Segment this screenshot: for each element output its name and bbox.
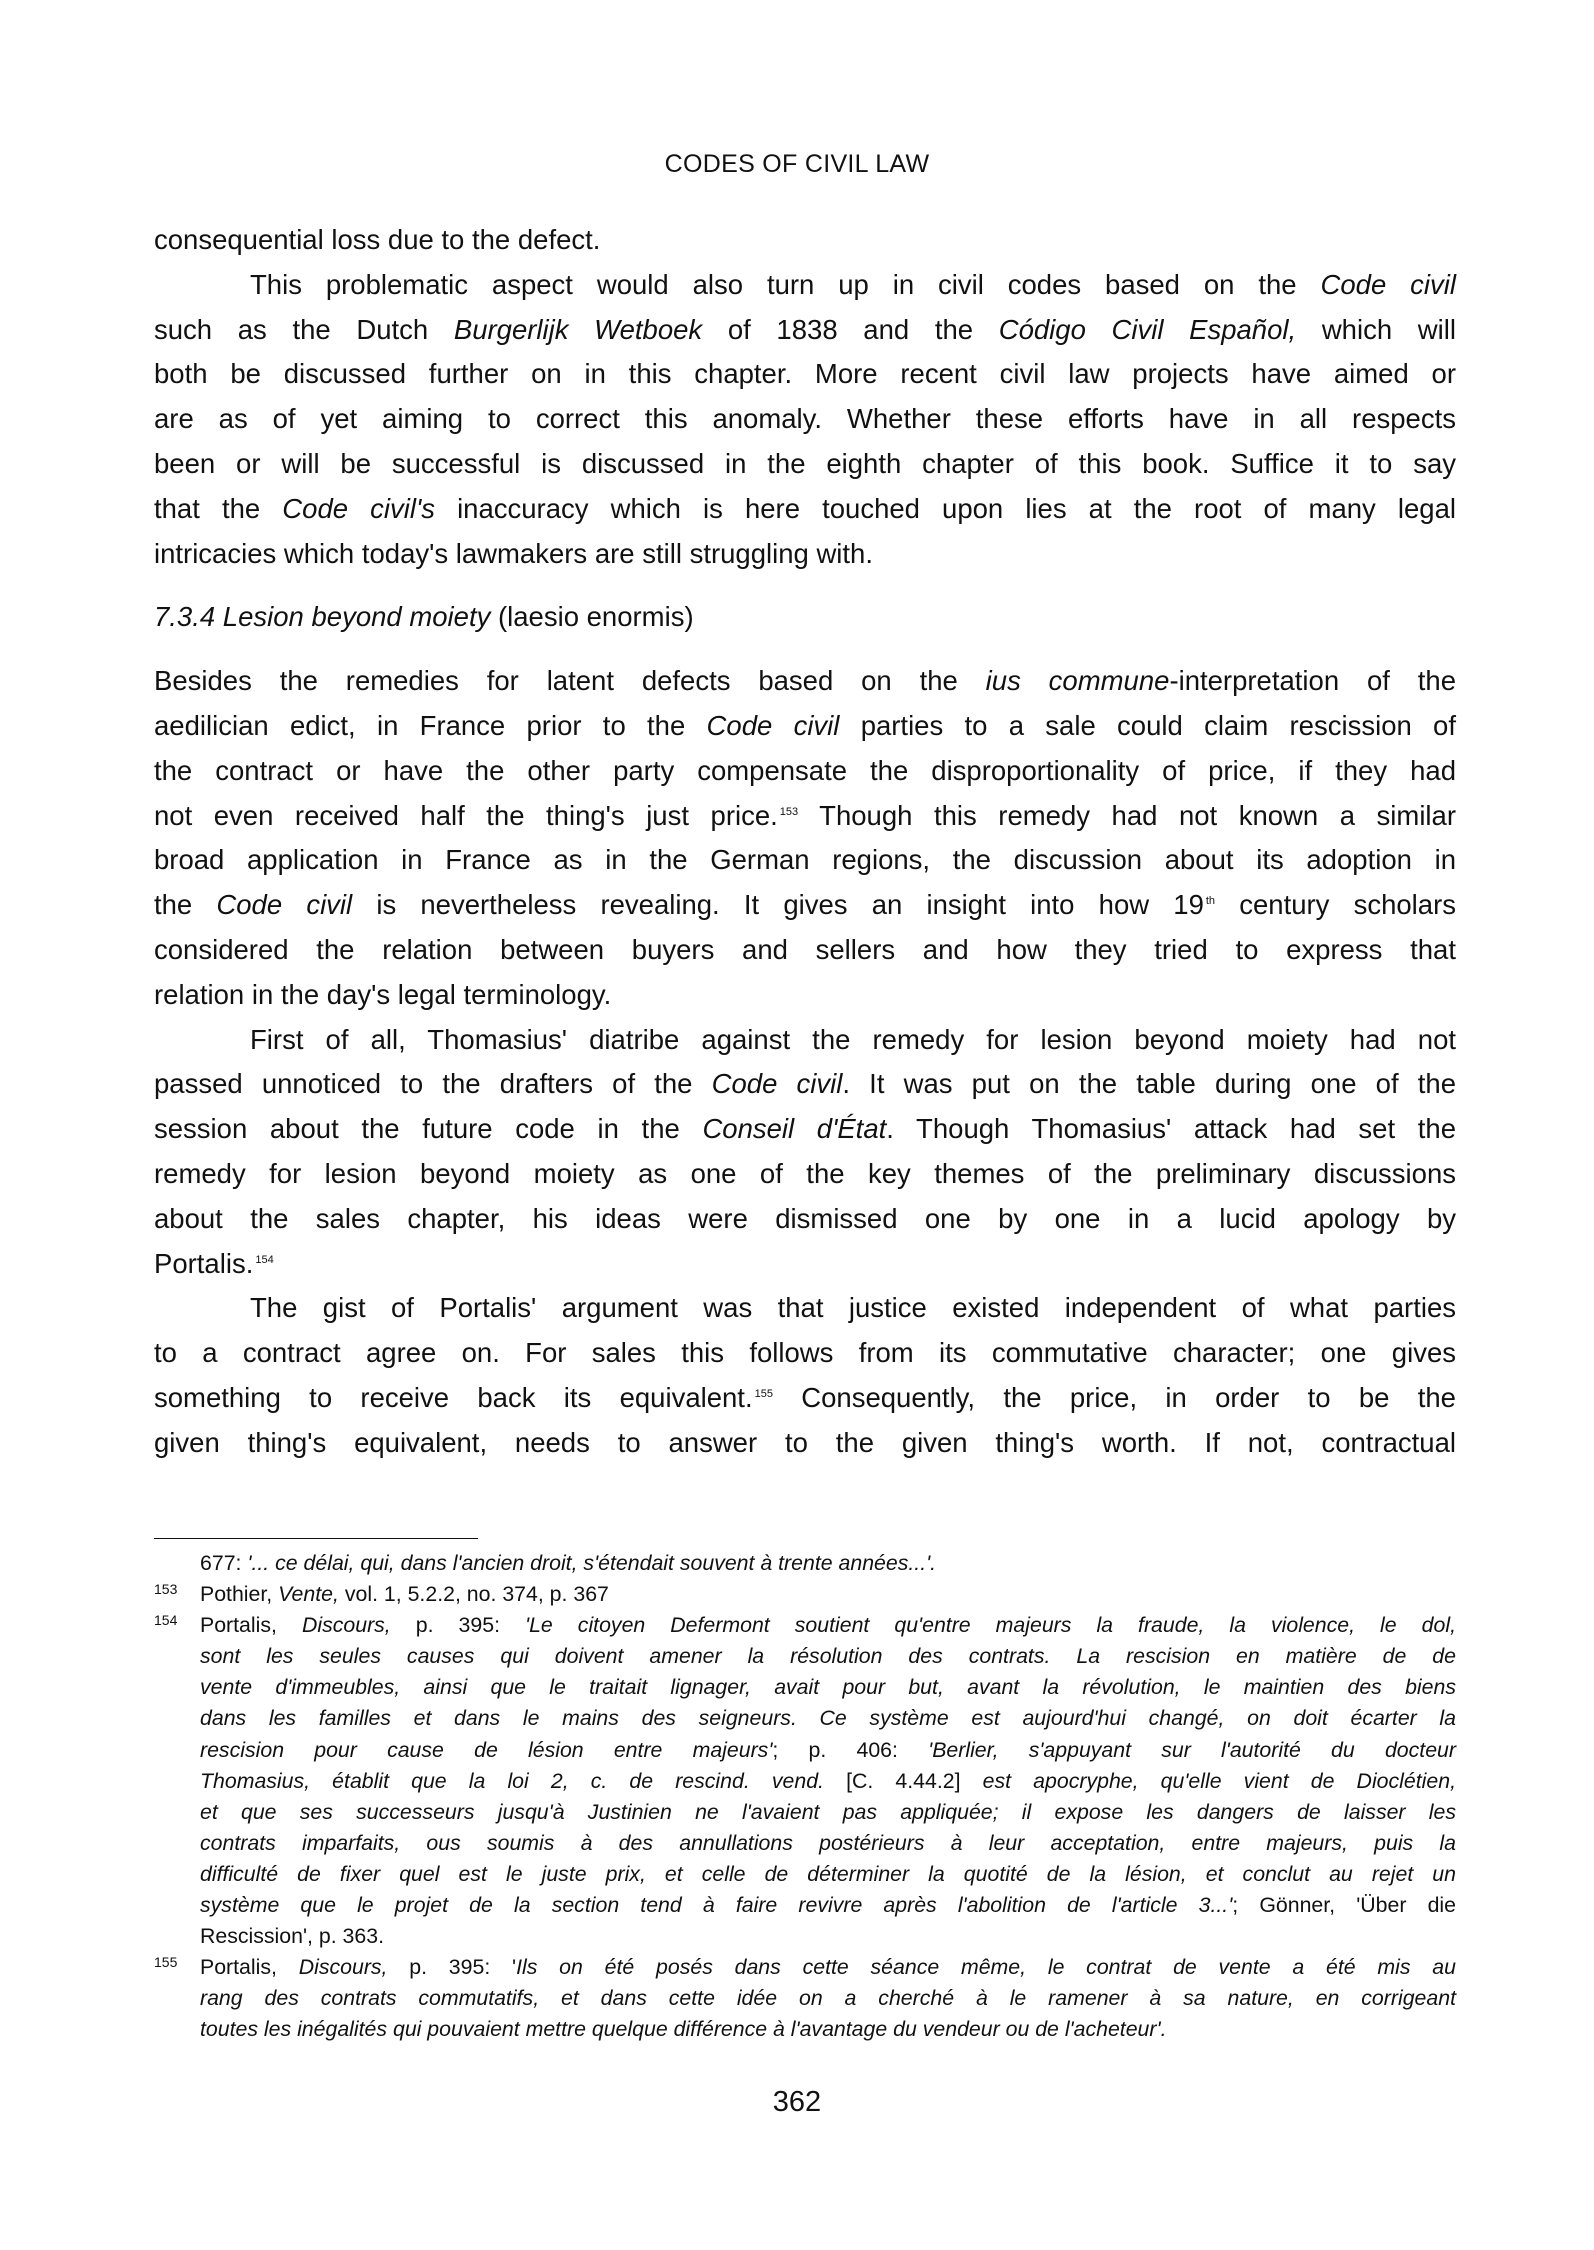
footnote-line — [200, 1921, 1456, 1952]
text-line — [154, 1018, 1456, 1063]
text-run: passed unnoticed to the drafters of the — [154, 1068, 712, 1100]
italic-text: ius commune — [985, 665, 1170, 697]
italic-text: '... ce délai, qui, dans l'ancien droit, s'étendait souvent à trente années...'. — [247, 1551, 937, 1575]
text-line — [154, 794, 1456, 839]
text-run: not even received half the thing's just price. — [154, 799, 778, 831]
footnote-line — [200, 1735, 1456, 1766]
italic-text: 'Berlier, s'appuyant sur l'autorité du docteur — [928, 1737, 1456, 1762]
text-run: 677: — [200, 1551, 248, 1575]
footnote-line — [200, 1703, 1456, 1734]
text-run: given thing's equivalent, needs to answer to the given thing's worth. If not, contractual — [154, 1426, 1456, 1458]
footnote-line — [200, 2014, 1456, 2045]
footnote-reference: 154 — [255, 1253, 274, 1266]
footnote-line — [200, 1766, 1456, 1797]
text-run: -interpretation of the — [1169, 665, 1456, 697]
footnote-line — [200, 1579, 1456, 1610]
text-run: consequential loss due to the defect. — [154, 224, 601, 255]
text-run: parties to a sale could claim rescission of — [839, 709, 1456, 741]
text-line — [154, 1242, 1456, 1287]
italic-text: Thomasius, établit que la loi 2, c. de rescind. vend. — [200, 1768, 824, 1793]
italic-text: système que le projet de la section tend à faire revivre après l'abolition de l'article 3...' — [200, 1893, 1233, 1918]
footnote-reference: th — [1205, 895, 1216, 908]
footnote-number: 155 — [154, 1954, 178, 1971]
section-heading — [154, 595, 1456, 640]
text-run: the — [154, 889, 217, 921]
italic-text: difficulté de fixer quel est le juste prix, et celle de déterminer la quotité de la lésion, et conclut au rejet un — [200, 1861, 1456, 1886]
text-run: Besides the remedies for latent defects based on the — [154, 665, 986, 697]
italic-text: contrats imparfaits, ous soumis à des annullations postérieurs à leur acceptation, entre majeurs, puis la — [200, 1830, 1456, 1855]
footnote-line — [200, 1548, 1456, 1579]
footnote-line — [200, 1859, 1456, 1890]
text-line — [154, 1286, 1456, 1331]
text-run: something to receive back its equivalent. — [154, 1381, 753, 1413]
footnote-line — [200, 1641, 1456, 1672]
footnote — [154, 1579, 1456, 1610]
footnote-line — [200, 1890, 1456, 1921]
text-line — [154, 308, 1456, 353]
text-run: Pothier, — [200, 1582, 279, 1607]
italic-text: vente d'immeubles, ainsi que le traitait lignager, avait pour but, avant la révolution, le maintien des biens — [200, 1675, 1456, 1700]
text-run: considered the relation between buyers and sellers and how they tried to express that — [154, 933, 1456, 965]
footnote — [154, 1952, 1456, 2045]
italic-text: Code civil's — [282, 492, 435, 524]
footnote-number: 154 — [154, 1612, 178, 1629]
text-run: that the — [154, 492, 283, 524]
text-run: Rescission', p. 363. — [200, 1924, 384, 1949]
text-run: . Though Thomasius' attack had set the — [886, 1113, 1456, 1145]
italic-text: Burgerlijk Wetboek — [453, 313, 703, 345]
text-run: intricacies which today's lawmakers are still struggling with. — [154, 537, 873, 569]
text-line — [154, 883, 1456, 928]
italic-text: Code civil — [711, 1068, 843, 1100]
text-run: which will — [1296, 313, 1456, 345]
text-run: such as the Dutch — [154, 313, 454, 345]
text-line — [154, 1376, 1456, 1421]
text-run: of 1838 and the — [702, 313, 999, 345]
italic-text: Code civil — [706, 709, 840, 741]
italic-text: toutes les inégalités qui pouvaient mettre quelque différence à l'avantage du vendeur ou de l'acheteur'. — [200, 2017, 1167, 2042]
running-header: CODES OF CIVIL LAW — [664, 150, 930, 178]
italic-text: est apocryphe, qu'elle vient de Dioclétien, — [982, 1768, 1456, 1793]
text-line — [154, 487, 1456, 532]
text-run: This problematic aspect would also turn up in civil codes based on the — [250, 268, 1321, 300]
text-run: First of all, Thomasius' diatribe against the remedy for lesion beyond moiety had not — [250, 1023, 1456, 1055]
text-run: . It was put on the table during one of the — [842, 1068, 1456, 1100]
italic-text: Ils on été posés dans cette séance même, le contrat de vente a été mis au — [516, 1955, 1456, 1980]
italic-text: Code civil — [1320, 268, 1456, 300]
text-run: inaccuracy which is here touched upon lies at the root of many legal — [434, 492, 1456, 524]
footnotes — [154, 1548, 1456, 2046]
text-run: session about the future code in the — [154, 1113, 703, 1145]
text-line — [154, 218, 1456, 263]
italic-text: Conseil d'État — [702, 1113, 887, 1145]
text-run: broad application in France as in the German regions, the discussion about its adoption in — [154, 844, 1456, 876]
footnote-line — [200, 1672, 1456, 1703]
italic-text: rang des contrats commutatifs, et dans cette idée on a cherché à le ramener à sa nature, en corrigeant — [200, 1986, 1456, 2011]
footnote-reference: 153 — [779, 805, 799, 818]
footnote-line — [200, 1797, 1456, 1828]
text-run: The gist of Portalis' argument was that justice existed independent of what parties — [250, 1292, 1456, 1324]
italic-text: sont les seules causes qui doivent amener la résolution des contrats. La rescision en matière de de — [200, 1644, 1456, 1669]
text-run: aedilician edict, in France prior to the — [154, 709, 707, 741]
body-text — [154, 218, 1456, 1466]
footnote-reference: 155 — [754, 1387, 773, 1400]
text-line — [154, 1062, 1456, 1107]
italic-text: et que ses successeurs jusqu'à Justinien ne l'avaient pas appliquée; il expose les dangers de laisser les — [200, 1799, 1456, 1824]
text-line — [154, 1107, 1456, 1152]
italic-text: Vente, — [278, 1582, 339, 1607]
footnote-line — [200, 1952, 1456, 1983]
text-run: p. 395: — [390, 1613, 526, 1638]
text-run: relation in the day's legal terminology. — [154, 978, 612, 1010]
text-run: [C. 4.44.2] — [823, 1768, 983, 1793]
italic-text: Discours, — [301, 1613, 391, 1638]
italic-text: dans les familles et dans le mains des seigneurs. Ce système est aujourd'hui changé, on doit écarter la — [200, 1706, 1456, 1731]
italic-text: Discours, — [298, 1955, 388, 1980]
text-run: vol. 1, 5.2.2, no. 374, p. 367 — [338, 1582, 609, 1607]
footnote-line — [200, 1610, 1456, 1641]
italic-text: rescision pour cause de lésion entre majeurs' — [200, 1737, 773, 1762]
text-line — [154, 659, 1456, 704]
text-line — [154, 749, 1456, 794]
text-line — [154, 263, 1456, 308]
text-line — [154, 1152, 1456, 1197]
footnote-line — [200, 1828, 1456, 1859]
footnote-line — [200, 1983, 1456, 2014]
text-line — [154, 838, 1456, 883]
text-line — [154, 704, 1456, 749]
footnote-separator — [154, 1538, 478, 1539]
page-number: 362 — [772, 2086, 822, 2118]
footnote — [154, 1610, 1456, 1952]
text-run: ; p. 406: — [772, 1737, 929, 1762]
text-line — [154, 1421, 1456, 1466]
text-run: remedy for lesion beyond moiety as one of the key themes of the preliminary discussions — [154, 1157, 1456, 1189]
text-run: Though this remedy had not known a similar — [798, 799, 1456, 831]
text-run: is nevertheless revealing. It gives an insight into how 19 — [352, 889, 1204, 921]
italic-text: Code civil — [216, 889, 353, 921]
text-run: (laesio enormis) — [490, 601, 694, 633]
italic-text: Código Civil Español, — [998, 313, 1297, 345]
text-run: Consequently, the price, in order to be the — [772, 1381, 1456, 1413]
text-line — [154, 973, 1456, 1018]
footnote — [154, 1548, 1456, 1579]
text-run: ; Gönner, 'Über die — [1232, 1893, 1456, 1918]
text-run: the contract or have the other party compensate the disproportionality of price, if they had — [154, 754, 1456, 786]
italic-text: 7.3.4 Lesion beyond moiety — [154, 601, 491, 633]
text-line — [154, 1197, 1456, 1242]
text-line — [154, 397, 1456, 442]
text-run: Portalis. — [154, 1247, 254, 1279]
text-run: about the sales chapter, his ideas were dismissed one by one in a lucid apology by — [154, 1202, 1456, 1234]
text-line — [154, 1331, 1456, 1376]
text-line — [154, 928, 1456, 973]
italic-text: 'Le citoyen Defermont soutient qu'entre majeurs la fraude, la violence, le dol, — [525, 1613, 1456, 1638]
text-run: to a contract agree on. For sales this follows from its commutative character; one gives — [154, 1337, 1456, 1369]
text-run: Portalis, — [200, 1955, 299, 1980]
text-run: century scholars — [1215, 889, 1456, 921]
text-run: p. 395: ' — [387, 1955, 517, 1980]
text-run: both be discussed further on in this chapter. More recent civil law projects have aimed or — [154, 358, 1456, 390]
text-line — [154, 352, 1456, 397]
text-line — [154, 442, 1456, 487]
text-line — [154, 532, 1456, 577]
footnote-number: 153 — [154, 1581, 178, 1598]
text-run: been or will be successful is discussed in the eighth chapter of this book. Suffice it to say — [154, 447, 1456, 479]
text-run: Portalis, — [200, 1613, 302, 1638]
text-run: are as of yet aiming to correct this anomaly. Whether these efforts have in all respects — [154, 403, 1456, 435]
